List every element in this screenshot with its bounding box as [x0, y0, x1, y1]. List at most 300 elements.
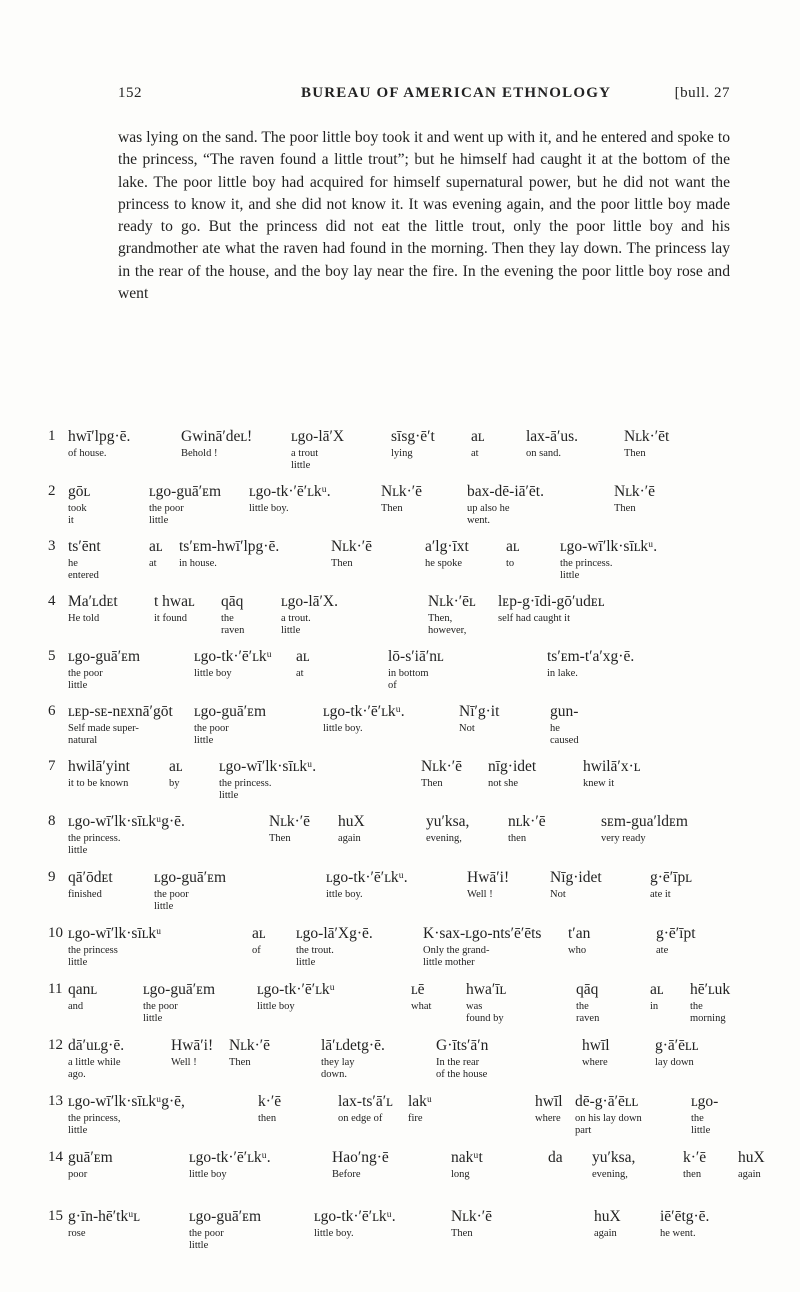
word-gloss-pair — [583, 758, 640, 790]
native-word: sᴇm-gua′ldᴇm — [601, 813, 688, 830]
word-gloss-pair — [258, 1093, 281, 1125]
word-gloss-pair — [498, 593, 604, 625]
native-word: Nʟk·′ē — [421, 758, 463, 775]
native-word: ʟgo-tk·′ē′ʟkᵘ. — [249, 483, 331, 500]
english-gloss: very ready — [601, 833, 646, 844]
native-word: hwī′lpg·ē. — [68, 428, 131, 445]
interlinear-line — [48, 1208, 748, 1268]
word-gloss-pair — [68, 703, 173, 747]
native-word: ts′ēnt — [68, 538, 101, 555]
word-gloss-pair — [252, 925, 266, 957]
interlinear-line — [48, 1149, 765, 1209]
english-gloss: and — [68, 1001, 84, 1012]
english-gloss: of — [252, 945, 261, 956]
english-gloss: Then — [269, 833, 291, 844]
interlinear-text — [48, 428, 765, 1258]
native-word: Nʟk·′ē — [451, 1208, 493, 1225]
word-gloss-pair — [68, 593, 118, 625]
native-word: nakᵘt — [451, 1149, 483, 1166]
native-word: lā′ʟdetg·ē. — [321, 1037, 385, 1054]
native-word: ʟgo-wī′lk·sīʟkᵘg·ē, — [68, 1093, 185, 1110]
english-gloss: In the rear of the house — [436, 1057, 488, 1080]
native-word: lax-ā′us. — [526, 428, 579, 445]
word-gloss-pair — [426, 813, 469, 845]
word-gloss-pair — [296, 925, 373, 969]
english-gloss: again — [594, 1228, 617, 1239]
line-number: 6 — [48, 703, 56, 719]
english-gloss: on edge of — [338, 1113, 383, 1124]
english-gloss: in lake. — [547, 668, 578, 679]
native-word: a′lg·īxt — [425, 538, 469, 555]
native-word: huX — [594, 1208, 621, 1225]
interlinear-line — [48, 1093, 748, 1153]
line-number: 1 — [48, 428, 56, 444]
english-gloss: then — [683, 1169, 702, 1180]
word-gloss-pair — [624, 428, 669, 460]
native-word: ʟgo-guā′ᴇm — [68, 648, 141, 665]
line-number: 8 — [48, 813, 56, 829]
english-gloss: poor — [68, 1169, 88, 1180]
word-gloss-pair — [467, 483, 544, 527]
english-gloss: again — [738, 1169, 761, 1180]
english-gloss: at — [296, 668, 304, 679]
english-gloss: then — [508, 833, 527, 844]
word-gloss-pair — [656, 925, 696, 957]
word-gloss-pair — [68, 813, 185, 857]
word-gloss-pair — [194, 703, 266, 747]
word-gloss-pair — [291, 428, 344, 472]
english-gloss: finished — [68, 889, 102, 900]
english-gloss: the raven — [576, 1001, 600, 1024]
word-gloss-pair — [690, 981, 730, 1025]
native-word: hwīl — [535, 1093, 563, 1110]
english-gloss: evening, — [426, 833, 462, 844]
word-gloss-pair — [660, 1208, 709, 1240]
native-word: Gwinā′deʟ! — [181, 428, 253, 445]
english-gloss: the princess, little — [68, 1113, 121, 1136]
english-gloss: Behold ! — [181, 448, 218, 459]
word-gloss-pair — [738, 1149, 765, 1181]
word-gloss-pair — [149, 538, 163, 570]
english-gloss: on his lay down part — [575, 1113, 642, 1136]
english-gloss: again — [338, 833, 361, 844]
native-word: t′an — [568, 925, 591, 942]
word-gloss-pair — [650, 869, 692, 901]
english-gloss: in — [650, 1001, 659, 1012]
word-gloss-pair — [650, 981, 664, 1013]
native-word: ʟgo-tk·′ē′ʟkᵘ. — [314, 1208, 396, 1225]
native-word: qanʟ — [68, 981, 98, 998]
english-gloss: they lay down. — [321, 1057, 355, 1080]
native-word: ʟgo-tk·′ē′ʟkᵘ — [257, 981, 335, 998]
word-gloss-pair — [154, 869, 226, 913]
running-title: BUREAU OF AMERICAN ETHNOLOGY — [301, 85, 612, 101]
word-gloss-pair — [560, 538, 657, 582]
word-gloss-pair — [451, 1149, 483, 1181]
line-number: 3 — [48, 538, 56, 554]
native-word: g·īn-hē′tkᵘʟ — [68, 1208, 140, 1225]
english-gloss: little boy. — [323, 723, 363, 734]
word-gloss-pair — [68, 648, 140, 692]
english-gloss: where — [582, 1057, 608, 1068]
word-gloss-pair — [526, 428, 578, 460]
interlinear-line — [48, 538, 748, 598]
word-gloss-pair — [68, 1149, 113, 1181]
native-word: hwīl — [582, 1037, 610, 1054]
word-gloss-pair — [68, 869, 113, 901]
line-number: 11 — [48, 981, 63, 997]
native-word: Nʟk·′ē — [381, 483, 423, 500]
native-word: Hao′ng·ē — [332, 1149, 389, 1166]
native-word: qāq — [221, 593, 244, 610]
interlinear-line — [48, 593, 748, 653]
english-gloss: little boy — [194, 668, 232, 679]
native-word: aʟ — [296, 648, 310, 665]
native-word: ʟgo-lā′X — [291, 428, 345, 445]
english-gloss: ittle boy. — [326, 889, 363, 900]
native-word: hē′ʟuk — [690, 981, 731, 998]
native-word: ts′ᴇm-t′a′xg·ē. — [547, 648, 635, 665]
native-word: ʟgo-guā′ᴇm — [149, 483, 222, 500]
word-gloss-pair — [436, 1037, 488, 1081]
word-gloss-pair — [601, 813, 688, 845]
english-gloss: Well ! — [171, 1057, 197, 1068]
word-gloss-pair — [68, 758, 130, 790]
word-gloss-pair — [381, 483, 422, 515]
word-gloss-pair — [683, 1149, 706, 1181]
english-gloss: Then — [624, 448, 646, 459]
word-gloss-pair — [68, 1037, 124, 1081]
native-word: Nʟk·′ēt — [624, 428, 670, 445]
word-gloss-pair — [408, 1093, 432, 1125]
english-gloss: knew it — [583, 778, 615, 789]
english-gloss: the princess little — [68, 945, 118, 968]
english-gloss: at — [471, 448, 479, 459]
native-word: g·ē′īpʟ — [650, 869, 692, 886]
word-gloss-pair — [338, 1093, 393, 1125]
english-gloss: the trout. little — [296, 945, 334, 968]
native-word: dā′uʟg·ē. — [68, 1037, 125, 1054]
word-gloss-pair — [508, 813, 546, 845]
native-word: k·′ē — [683, 1149, 707, 1166]
native-word: lᴇp-g·īdi-gō′udᴇʟ — [498, 593, 605, 610]
bulletin-number: [bull. 27 — [674, 85, 730, 101]
english-gloss: was found by — [466, 1001, 504, 1024]
english-gloss: the poor little — [149, 503, 184, 526]
word-gloss-pair — [68, 483, 90, 527]
interlinear-line — [48, 981, 748, 1041]
word-gloss-pair — [169, 758, 183, 790]
word-gloss-pair — [323, 703, 405, 735]
interlinear-line — [48, 1037, 748, 1097]
english-gloss: the poor little — [194, 723, 229, 746]
native-word: ʟgo-tk·′ē′ʟkᵘ — [194, 648, 272, 665]
word-gloss-pair — [68, 925, 161, 969]
english-gloss: he spoke — [425, 558, 463, 569]
word-gloss-pair — [691, 1093, 718, 1137]
interlinear-line — [48, 758, 748, 818]
native-word: nʟk·′ē — [508, 813, 546, 830]
english-gloss: by — [169, 778, 180, 789]
native-word: ʟgo-tk·′ē′ʟkᵘ. — [323, 703, 405, 720]
english-gloss: he went. — [660, 1228, 696, 1239]
native-word: gōʟ — [68, 483, 91, 500]
word-gloss-pair — [467, 869, 509, 901]
translation-paragraph — [118, 127, 730, 305]
native-word: sīsg·ē′t — [391, 428, 435, 445]
english-gloss: at — [149, 558, 157, 569]
english-gloss: a trout. little — [281, 613, 311, 636]
english-gloss: the poor little — [154, 889, 189, 912]
interlinear-line — [48, 703, 748, 763]
line-number: 7 — [48, 758, 56, 774]
native-word: ʟgo-guā′ᴇm — [189, 1208, 262, 1225]
word-gloss-pair — [281, 593, 338, 637]
word-gloss-pair — [321, 1037, 385, 1081]
native-word: ʟgo- — [691, 1093, 719, 1110]
word-gloss-pair — [582, 1037, 610, 1069]
word-gloss-pair — [655, 1037, 698, 1069]
english-gloss: Then, however, — [428, 613, 467, 636]
word-gloss-pair — [68, 981, 97, 1013]
native-word: Nʟk·′ē — [614, 483, 656, 500]
word-gloss-pair — [575, 1093, 642, 1137]
native-word: qāq — [576, 981, 599, 998]
line-number: 2 — [48, 483, 56, 499]
word-gloss-pair — [471, 428, 485, 460]
word-gloss-pair — [219, 758, 316, 802]
word-gloss-pair — [421, 758, 462, 790]
native-word: aʟ — [650, 981, 664, 998]
english-gloss: He told — [68, 613, 100, 624]
word-gloss-pair — [466, 981, 506, 1025]
line-number: 9 — [48, 869, 56, 885]
native-word: aʟ — [252, 925, 266, 942]
native-word: lax-ts′ā′ʟ — [338, 1093, 393, 1110]
english-gloss: long — [451, 1169, 470, 1180]
english-gloss: Only the grand- little mother — [423, 945, 490, 968]
word-gloss-pair — [550, 703, 579, 747]
word-gloss-pair — [229, 1037, 270, 1069]
english-gloss: where — [535, 1113, 561, 1124]
english-gloss: Self made super- natural — [68, 723, 139, 746]
word-gloss-pair — [594, 1208, 621, 1240]
native-word: iē′ētg·ē. — [660, 1208, 710, 1225]
native-word: ʟgo-tk·′ē′ʟkᵘ. — [326, 869, 408, 886]
english-gloss: Then — [614, 503, 636, 514]
native-word: Nʟk·′ē — [229, 1037, 271, 1054]
word-gloss-pair — [179, 538, 279, 570]
native-word: ʟgo-guā′ᴇm — [143, 981, 216, 998]
word-gloss-pair — [189, 1149, 271, 1181]
line-number: 4 — [48, 593, 56, 609]
page-number: 152 — [118, 85, 142, 101]
english-gloss: Then — [229, 1057, 251, 1068]
word-gloss-pair — [547, 648, 634, 680]
native-word: K·sax-ʟgo-nts′ē′ēts — [423, 925, 542, 942]
native-word: guā′ᴇm — [68, 1149, 113, 1166]
word-gloss-pair — [576, 981, 599, 1025]
word-gloss-pair — [535, 1093, 563, 1125]
word-gloss-pair — [154, 593, 195, 625]
interlinear-line — [48, 925, 748, 985]
word-gloss-pair — [423, 925, 541, 969]
english-gloss: in bottom of — [388, 668, 429, 691]
word-gloss-pair — [391, 428, 435, 460]
english-gloss: Then — [451, 1228, 473, 1239]
native-word: yu′ksa, — [426, 813, 470, 830]
native-word: ʟᴇp-sᴇ-nᴇxnā′gōt — [68, 703, 173, 720]
english-gloss: lay down — [655, 1057, 694, 1068]
word-gloss-pair — [506, 538, 520, 570]
english-gloss: who — [568, 945, 587, 956]
native-word: hwilā′x·ʟ — [583, 758, 641, 775]
interlinear-line — [48, 869, 748, 929]
native-word: ʟgo-lā′X. — [281, 593, 338, 610]
native-word: da — [548, 1149, 563, 1166]
english-gloss: the poor little — [189, 1228, 224, 1251]
native-word: Hwā′i! — [467, 869, 510, 886]
word-gloss-pair — [331, 538, 372, 570]
word-gloss-pair — [550, 869, 602, 901]
line-number: 15 — [48, 1208, 63, 1224]
english-gloss: rose — [68, 1228, 86, 1239]
word-gloss-pair — [189, 1208, 261, 1252]
native-word: ʟgo-wī′lk·sīʟkᵘg·ē. — [68, 813, 185, 830]
native-word: lakᵘ — [408, 1093, 433, 1110]
native-word: ʟgo-wī′lk·sīʟkᵘ. — [560, 538, 658, 555]
english-gloss: a little while ago. — [68, 1057, 121, 1080]
native-word: g·ē′īpt — [656, 925, 696, 942]
english-gloss: in house. — [179, 558, 217, 569]
native-word: lō-s′iā′nʟ — [388, 648, 444, 665]
native-word: ts′ᴇm-hwī′lpg·ē. — [179, 538, 280, 555]
word-gloss-pair — [181, 428, 252, 460]
native-word: Hwā′i! — [171, 1037, 214, 1054]
native-word: ʟgo-wī′lk·sīʟkᵘ. — [219, 758, 317, 775]
native-word: aʟ — [149, 538, 163, 555]
english-gloss: little boy — [189, 1169, 227, 1180]
english-gloss: it found — [154, 613, 187, 624]
word-gloss-pair — [68, 538, 101, 582]
native-word: t hwaʟ — [154, 593, 195, 610]
word-gloss-pair — [451, 1208, 492, 1240]
line-number: 14 — [48, 1149, 63, 1165]
native-word: dē-g·ā′ēʟʟ — [575, 1093, 639, 1110]
native-word: Ma′ʟdᴇt — [68, 593, 118, 610]
word-gloss-pair — [428, 593, 476, 637]
native-word: hwa′īʟ — [466, 981, 507, 998]
line-number: 10 — [48, 925, 63, 941]
native-word: k·′ē — [258, 1093, 282, 1110]
english-gloss: not she — [488, 778, 519, 789]
english-gloss: what — [411, 1001, 432, 1012]
native-word: aʟ — [169, 758, 183, 775]
english-gloss: Then — [381, 503, 403, 514]
english-gloss: Before — [332, 1169, 361, 1180]
native-word: G·īts′ā′n — [436, 1037, 489, 1054]
word-gloss-pair — [388, 648, 444, 692]
english-gloss: it to be known — [68, 778, 129, 789]
word-gloss-pair — [194, 648, 272, 680]
word-gloss-pair — [68, 1093, 185, 1137]
word-gloss-pair — [332, 1149, 389, 1181]
english-gloss: the princess. little — [560, 558, 613, 581]
english-gloss: the princess. little — [68, 833, 121, 856]
english-gloss: the poor little — [143, 1001, 178, 1024]
word-gloss-pair — [548, 1149, 563, 1169]
english-gloss: self had caught it — [498, 613, 571, 624]
native-word: ʟgo-lā′Xg·ē. — [296, 925, 373, 942]
native-word: yu′ksa, — [592, 1149, 636, 1166]
native-word: ʟē — [411, 981, 425, 998]
native-word: gun- — [550, 703, 579, 720]
english-gloss: Then — [421, 778, 443, 789]
english-gloss: a trout little — [291, 448, 319, 471]
word-gloss-pair — [459, 703, 499, 735]
english-gloss: the morning — [690, 1001, 726, 1024]
english-gloss: evening, — [592, 1169, 628, 1180]
word-gloss-pair — [326, 869, 408, 901]
english-gloss: he entered — [68, 558, 99, 581]
word-gloss-pair — [425, 538, 469, 570]
native-word: Nʟk·′ē — [331, 538, 373, 555]
english-gloss: Not — [550, 889, 566, 900]
native-word: Nʟk·′ēʟ — [428, 593, 476, 610]
native-word: ʟgo-tk·′ē′ʟkᵘ. — [189, 1149, 271, 1166]
word-gloss-pair — [143, 981, 215, 1025]
english-gloss: Well ! — [467, 889, 493, 900]
native-word: qā′ōdᴇt — [68, 869, 113, 886]
english-gloss: took it — [68, 503, 87, 526]
word-gloss-pair — [411, 981, 431, 1013]
word-gloss-pair — [338, 813, 365, 845]
native-word: aʟ — [471, 428, 485, 445]
english-gloss: of house. — [68, 448, 107, 459]
word-gloss-pair — [488, 758, 536, 790]
word-gloss-pair — [614, 483, 655, 515]
english-gloss: Not — [459, 723, 475, 734]
native-word: g·ā′ēʟʟ — [655, 1037, 699, 1054]
english-gloss: the little — [691, 1113, 711, 1136]
running-header — [118, 85, 730, 107]
english-gloss: ate it — [650, 889, 671, 900]
english-gloss: to — [506, 558, 515, 569]
interlinear-line — [48, 813, 748, 873]
english-gloss: up also he went. — [467, 503, 510, 526]
native-word: hwilā′yint — [68, 758, 130, 775]
english-gloss: the raven — [221, 613, 245, 636]
native-word: ʟgo-guā′ᴇm — [154, 869, 227, 886]
english-gloss: Then — [331, 558, 353, 569]
english-gloss: the poor little — [68, 668, 103, 691]
word-gloss-pair — [257, 981, 335, 1013]
english-gloss: little boy. — [249, 503, 289, 514]
word-gloss-pair — [314, 1208, 396, 1240]
native-word: ʟgo-guā′ᴇm — [194, 703, 267, 720]
interlinear-line — [48, 428, 748, 488]
english-gloss: on sand. — [526, 448, 561, 459]
word-gloss-pair — [221, 593, 244, 637]
native-word: huX — [338, 813, 365, 830]
english-gloss: then — [258, 1113, 277, 1124]
english-gloss: little boy — [257, 1001, 295, 1012]
english-gloss: the princess. little — [219, 778, 272, 801]
word-gloss-pair — [568, 925, 590, 957]
native-word: ʟgo-wī′lk·sīʟkᵘ — [68, 925, 162, 942]
native-word: Nī′g·it — [459, 703, 500, 720]
english-gloss: little boy. — [314, 1228, 354, 1239]
